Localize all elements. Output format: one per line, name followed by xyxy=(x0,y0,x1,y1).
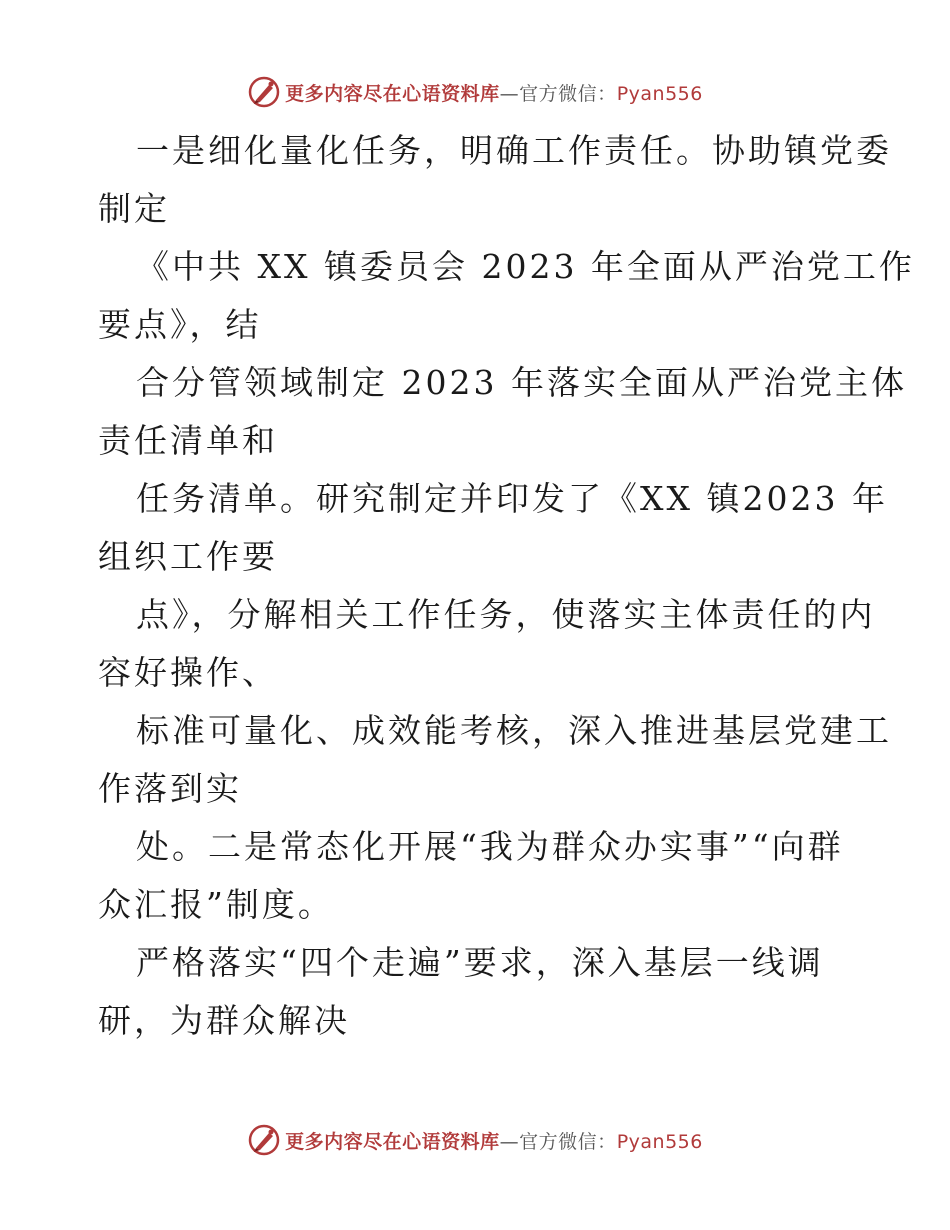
header-banner-text xyxy=(285,79,703,106)
header-banner xyxy=(0,72,950,112)
body-text-line: 合分管领域制定 2023 年落实全面从严治党主体 xyxy=(136,363,907,402)
body-text-line: 制定 xyxy=(98,189,170,228)
body-text-line: 研，为群众解决 xyxy=(98,1001,350,1040)
pen-logo-icon xyxy=(247,75,281,109)
document-body xyxy=(98,122,915,1050)
footer-library-text: 更多内容尽在心语资料库 xyxy=(285,1130,500,1153)
footer-separator: — xyxy=(499,1130,520,1153)
body-text-line: 要点》，结 xyxy=(98,305,262,344)
body-text-line: 一是细化量化任务，明确工作责任。协助镇党委 xyxy=(136,131,892,170)
header-wechat-label: 官方微信： xyxy=(519,82,617,105)
body-text-line: 《中共 XX 镇委员会 2023 年全面从严治党工作 xyxy=(136,247,915,286)
body-text-line: 标准可量化、成效能考核，深入推进基层党建工 xyxy=(136,711,892,750)
footer-banner-text xyxy=(285,1127,703,1154)
pen-logo-icon xyxy=(247,1123,281,1157)
header-separator: — xyxy=(499,82,520,105)
body-text-line: 组织工作要 xyxy=(98,537,278,576)
body-text-line: 任务清单。研究制定并印发了《XX 镇2023 年 xyxy=(136,479,888,518)
header-library-text: 更多内容尽在心语资料库 xyxy=(285,82,500,105)
footer-banner xyxy=(0,1120,950,1160)
body-text-line: 作落到实 xyxy=(98,769,242,808)
body-text-line: 点》，分解相关工作任务，使落实主体责任的内 xyxy=(136,595,876,634)
body-text-line: 严格落实“四个走遍”要求，深入基层一线调 xyxy=(136,943,824,982)
body-text-line: 众汇报”制度。 xyxy=(98,885,334,924)
footer-wechat-label: 官方微信： xyxy=(519,1130,617,1153)
body-text-line: 责任清单和 xyxy=(98,421,278,460)
footer-wechat-id: Pyan556 xyxy=(616,1130,703,1153)
body-text-line: 容好操作、 xyxy=(98,653,278,692)
body-text-line: 处。二是常态化开展“我为群众办实事”“向群 xyxy=(136,827,844,866)
header-wechat-id: Pyan556 xyxy=(616,82,703,105)
